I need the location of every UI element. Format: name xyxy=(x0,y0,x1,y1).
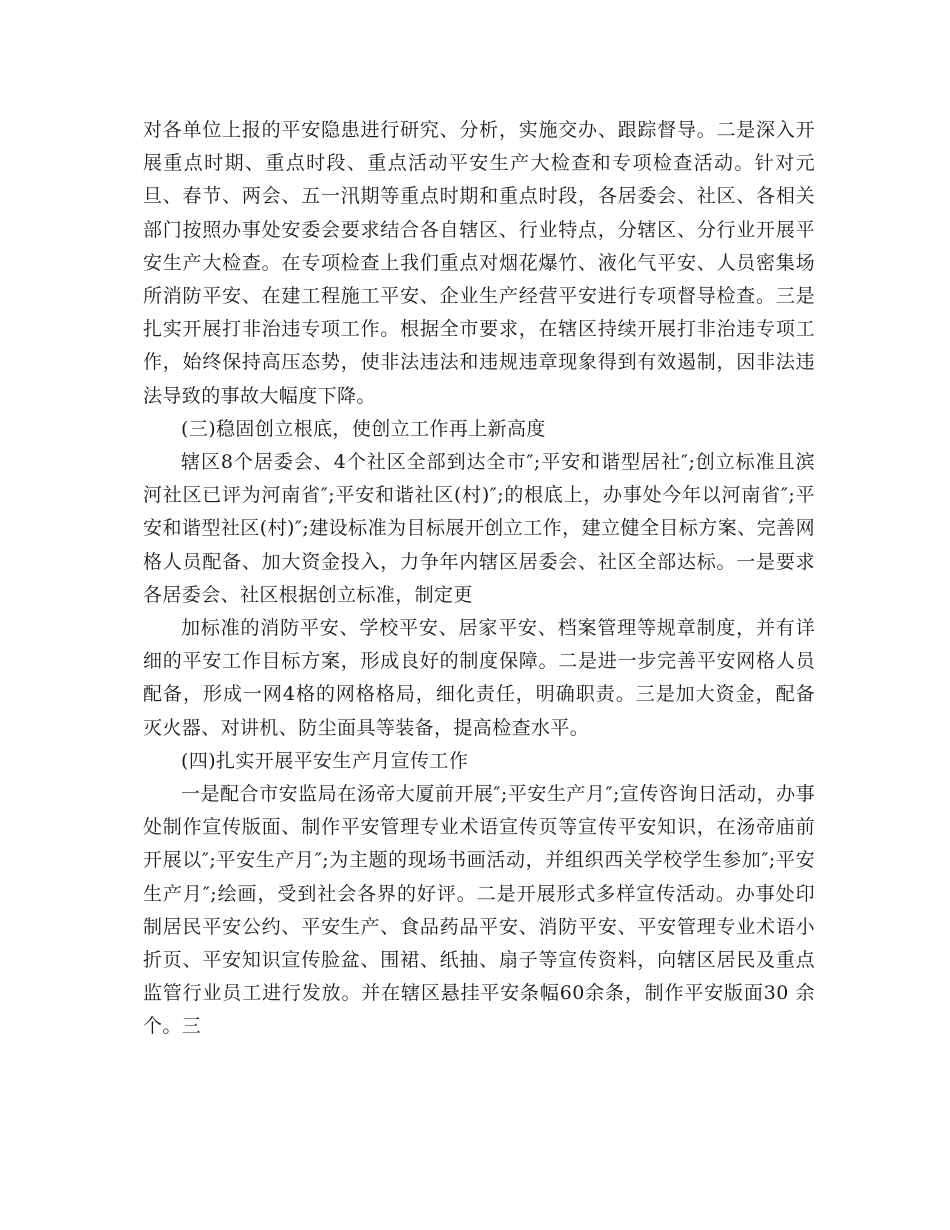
document-body xyxy=(143,114,815,1044)
paragraph-body: 加标准的消防平安、学校平安、居家平安、档案管理等规章制度，并有详细的平安工作目标方案，形成良好的制度保障。二是进一步完善平安网格人员配备，形成一网4格的网格格局，细化责任，明确职责。三是加大资金，配备灭火器、对讲机、防尘面具等装备，提高检查水平。 xyxy=(143,617,815,739)
section-heading-3: (三)稳固创立根底，使创立工作再上新高度 xyxy=(181,417,546,440)
paragraph-body: 辖区8个居委会、4个社区全部到达全市″;平安和谐型居社″;创立标准且滨河社区已评为河南省″;平安和谐社区(村)″;的根底上，办事处今年以河南省″;平安和谐型社区(村)″;建设标准为目标展开创立工作，建立健全目标方案、完善网格人员配备、加大资金投入，力争年内辖区居委会、社区全部达标。一是要求各居委会、社区根据创立标准，制定更 xyxy=(143,451,815,606)
section-heading-4: (四)扎实开展平安生产月宣传工作 xyxy=(181,749,469,772)
paragraph-body: 一是配合市安监局在汤帝大厦前开展″;平安生产月″;宣传咨询日活动，办事处制作宣传版面、制作平安管理专业术语宣传页等宣传平安知识，在汤帝庙前开展以″;平安生产月″;为主题的现场书画活动，并组织西关学校学生参加″;平安生产月″;绘画，受到社会各界的好评。二是开展形式多样宣传活动。办事处印制居民平安公约、平安生产、食品药品平安、消防平安、平安管理专业术语小折页、平安知识宣传脸盆、围裙、纸抽、扇子等宣传资料，向辖区居民及重点监管行业员工进行发放。并在辖区悬挂平安条幅60余条，制作平安版面30 余个。三 xyxy=(143,783,815,1038)
paragraph-continuation: 对各单位上报的平安隐患进行研究、分析，实施交办、跟踪督导。二是深入开展重点时期、重点时段、重点活动平安生产大检查和专项检查活动。针对元旦、春节、两会、五一汛期等重点时期和重点时段，各居委会、社区、各相关部门按照办事处安委会要求结合各自辖区、行业特点，分辖区、分行业开展平安生产大检查。在专项检查上我们重点对烟花爆竹、液化气平安、人员密集场所消防平安、在建工程施工平安、企业生产经营平安进行专项督导检查。三是扎实开展打非治违专项工作。根据全市要求，在辖区持续开展打非治违专项工作，始终保持高压态势，使非法违法和违规违章现象得到有效遏制，因非法违法导致的事故大幅度下降。 xyxy=(143,119,815,407)
